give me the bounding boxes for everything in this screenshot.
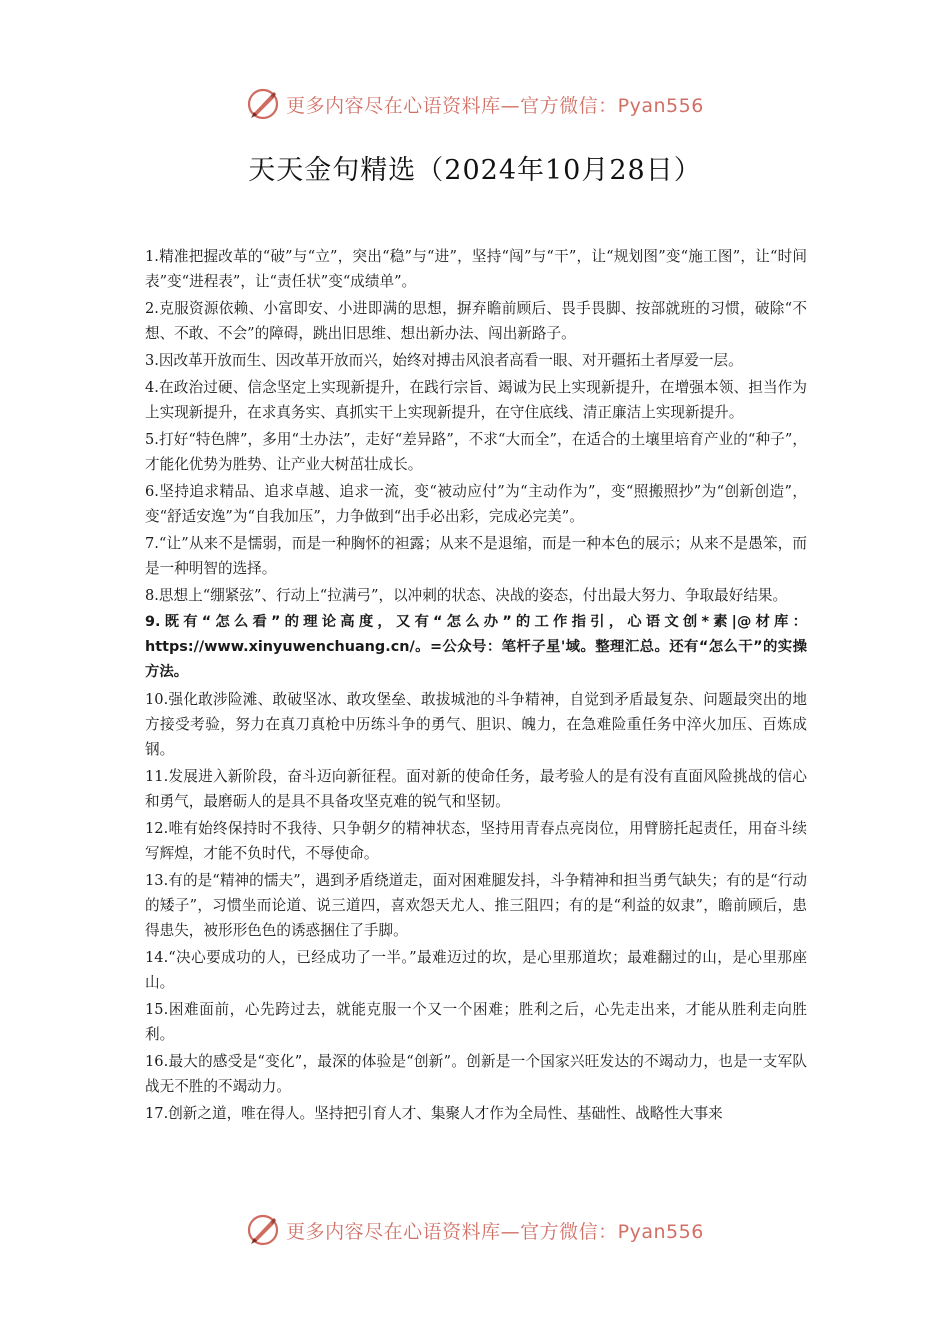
banner-text: 更多内容尽在心语资料库—官方微信：Pyan556 (286, 1220, 704, 1243)
quote-item: 16.最大的感受是“变化”，最深的体验是“创新”。创新是一个国家兴旺发达的不竭动力，也是一支军队战无不胜的不竭动力。 (145, 1053, 807, 1095)
quote-item: 13.有的是“精神的懦夫”，遇到矛盾绕道走，面对困难腿发抖，斗争精神和担当勇气缺失；有的是“行动的矮子”，习惯坐而论道、说三道四，喜欢怨天尤人、推三阻四；有的是“利益的奴隶”，瞻前顾后，患得患失，被形形色色的诱惑捆住了手脚。 (145, 872, 807, 939)
quote-item: 6.坚持追求精品、追求卓越、追求一流，变“被动应付”为“主动作为”，变“照搬照抄”为“创新创造”，变“舒适安逸”为“自我加压”，力争做到“出手必出彩，完成必完美”。 (145, 483, 807, 525)
quote-item: 5.打好“特色牌”，多用“土办法”，走好“差异路”，不求“大而全”，在适合的土壤里培育产业的“种子”，才能化优势为胜势、让产业大树茁壮成长。 (145, 431, 807, 473)
quote-item: 7.“让”从来不是懦弱，而是一种胸怀的袒露；从来不是退缩，而是一种本色的展示；从来不是愚笨，而是一种明智的选择。 (145, 535, 807, 577)
quote-item: 12.唯有始终保持时不我待、只争朝夕的精神状态，坚持用青春点亮岗位，用臂膀托起责任，用奋斗续写辉煌，才能不负时代，不辱使命。 (145, 820, 807, 862)
quote-item: 17.创新之道，唯在得人。坚持把引育人才、集聚人才作为全局性、基础性、战略性大事来 (145, 1105, 723, 1122)
quote-list (145, 244, 807, 1128)
page-title: 天天金句精选（2024年10月28日） (248, 155, 702, 186)
pen-logo-icon (246, 1213, 280, 1247)
pen-logo-icon (246, 87, 280, 121)
quote-item: 2.克服资源依赖、小富即安、小进即满的思想，摒弃瞻前顾后、畏手畏脚、按部就班的习惯，破除“不想、不敢、不会”的障碍，跳出旧思维、想出新办法、闯出新路子。 (145, 300, 807, 342)
quote-item: 11.发展进入新阶段，奋斗迈向新征程。面对新的使命任务，最考验人的是有没有直面风险挑战的信心和勇气，最磨砺人的是具不具备攻坚克难的锐气和坚韧。 (145, 768, 807, 810)
quote-item: 14.“决心要成功的人，已经成功了一半。”最难迈过的坎，是心里那道坎；最难翻过的山，是心里那座山。 (145, 949, 807, 991)
quote-item: 3.因改革开放而生、因改革开放而兴，始终对搏击风浪者高看一眼、对开疆拓土者厚爱一层。 (145, 352, 743, 369)
quote-item: 15.困难面前，心先跨过去，就能克服一个又一个困难；胜利之后，心先走出来，才能从胜利走向胜利。 (145, 1001, 807, 1043)
quote-item: 8.思想上“绷紧弦”、行动上“拉满弓”，以冲刺的状态、决战的姿态，付出最大努力、争取最好结果。 (145, 587, 788, 604)
header-banner (0, 84, 950, 124)
quote-item: 4.在政治过硬、信念坚定上实现新提升，在践行宗旨、竭诚为民上实现新提升，在增强本领、担当作为上实现新提升，在求真务实、真抓实干上实现新提升，在守住底线、清正廉洁上实现新提升。 (145, 379, 807, 421)
quote-item: 10.强化敢涉险滩、敢破坚冰、敢攻堡垒、敢拔城池的斗争精神，自觉到矛盾最复杂、问题最突出的地方接受考验，努力在真刀真枪中历练斗争的勇气、胆识、魄力，在急难险重任务中淬火加压、百炼成钢。 (145, 691, 807, 758)
quote-item-highlight: 9.既有“怎么看”的理论高度，又有“怎么办”的工作指引，心语文创*素|@材库：https://www.xinyuwenchuang.cn/。=公众号：笔杆子星'域。整理汇总。还有“怎么干”的实操方法。 (145, 614, 807, 680)
banner-text: 更多内容尽在心语资料库—官方微信：Pyan556 (286, 94, 704, 117)
footer-banner (0, 1210, 950, 1250)
quote-item: 1.精准把握改革的“破”与“立”，突出“稳”与“进”，坚持“闯”与“干”，让“规划图”变“施工图”，让“时间表”变“进程表”，让“责任状”变“成绩单”。 (145, 248, 807, 290)
